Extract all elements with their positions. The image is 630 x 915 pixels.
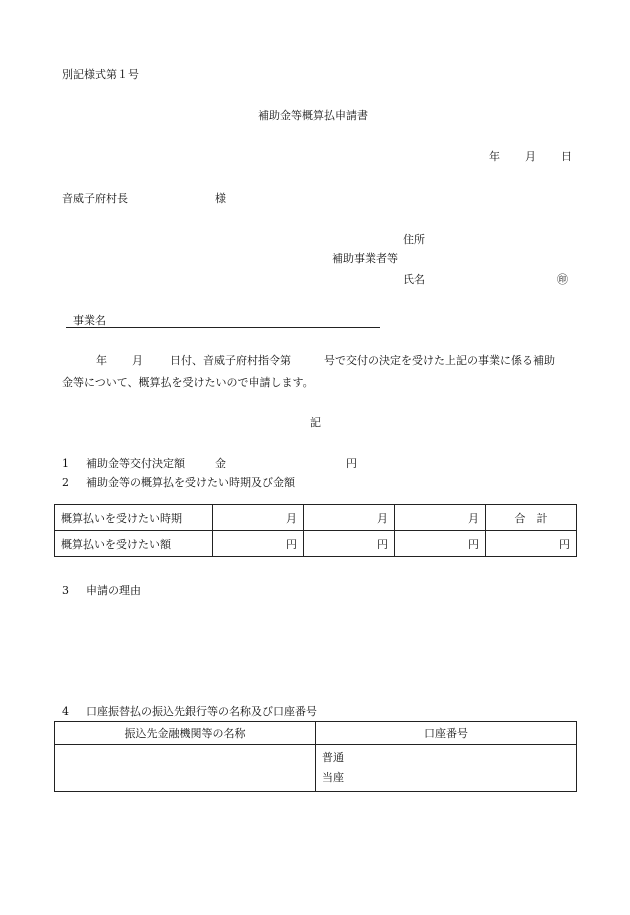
body-day-text: 日付、音威子府村指令第 [170, 354, 291, 367]
seal-mark: ㊞ [557, 273, 568, 286]
schedule-row-period [55, 505, 577, 531]
account-header-row [55, 722, 577, 745]
item2-label: 補助金等の概算払を受けたい時期及び金額 [86, 476, 295, 489]
schedule-yen-total: 円 [486, 531, 577, 557]
account-table [54, 721, 577, 792]
item1-label: 補助金等交付決定額 [86, 457, 185, 470]
item2-number: 2 [62, 476, 69, 489]
schedule-month-2: 月 [304, 505, 395, 531]
account-header-institution: 振込先金融機関等の名称 [55, 722, 316, 745]
addressee-honorific: 様 [215, 192, 226, 205]
schedule-yen-2: 円 [304, 531, 395, 557]
item4-label: 口座振替払の振込先銀行等の名称及び口座番号 [86, 705, 317, 718]
schedule-yen-3: 円 [395, 531, 486, 557]
document-title: 補助金等概算払申請書 [258, 109, 368, 122]
item4-number: 4 [62, 705, 69, 718]
date-year: 年 [489, 150, 500, 163]
project-name-label: 事業名 [73, 314, 106, 327]
applicant-name-label: 氏名 [403, 273, 425, 286]
ki-heading: 記 [310, 416, 321, 429]
schedule-row-amount [55, 531, 577, 557]
body-line-2: 金等について、概算払を受けたいので申請します。 [62, 376, 314, 389]
item1-yen: 円 [346, 457, 357, 470]
applicant-role-label: 補助事業者等 [332, 252, 398, 265]
item3-number: 3 [62, 584, 69, 597]
item1-number: 1 [62, 457, 69, 470]
item3-label: 申請の理由 [86, 584, 141, 597]
account-data-row [55, 745, 577, 792]
account-institution-cell [55, 745, 316, 792]
schedule-month-1: 月 [213, 505, 304, 531]
account-header-number: 口座番号 [316, 722, 577, 745]
schedule-yen-1: 円 [213, 531, 304, 557]
account-type-ordinary: 普通 [322, 751, 344, 764]
schedule-table [54, 504, 577, 557]
item1-kin: 金 [215, 457, 226, 470]
addressee-name: 音威子府村長 [62, 192, 128, 205]
applicant-address-label: 住所 [403, 233, 425, 246]
schedule-amount-label: 概算払いを受けたい額 [55, 531, 213, 557]
schedule-month-3: 月 [395, 505, 486, 531]
date-day: 日 [561, 150, 572, 163]
account-number-cell [316, 745, 577, 792]
body-month: 月 [132, 354, 143, 367]
body-number-text: 号で交付の決定を受けた上記の事業に係る補助 [324, 354, 555, 367]
form-number: 別記様式第１号 [62, 68, 139, 81]
body-year: 年 [96, 354, 107, 367]
schedule-total-header: 合 計 [486, 505, 577, 531]
account-type-current: 当座 [322, 771, 344, 784]
schedule-period-label: 概算払いを受けたい時期 [55, 505, 213, 531]
date-month: 月 [525, 150, 536, 163]
project-name-underline [66, 327, 380, 328]
